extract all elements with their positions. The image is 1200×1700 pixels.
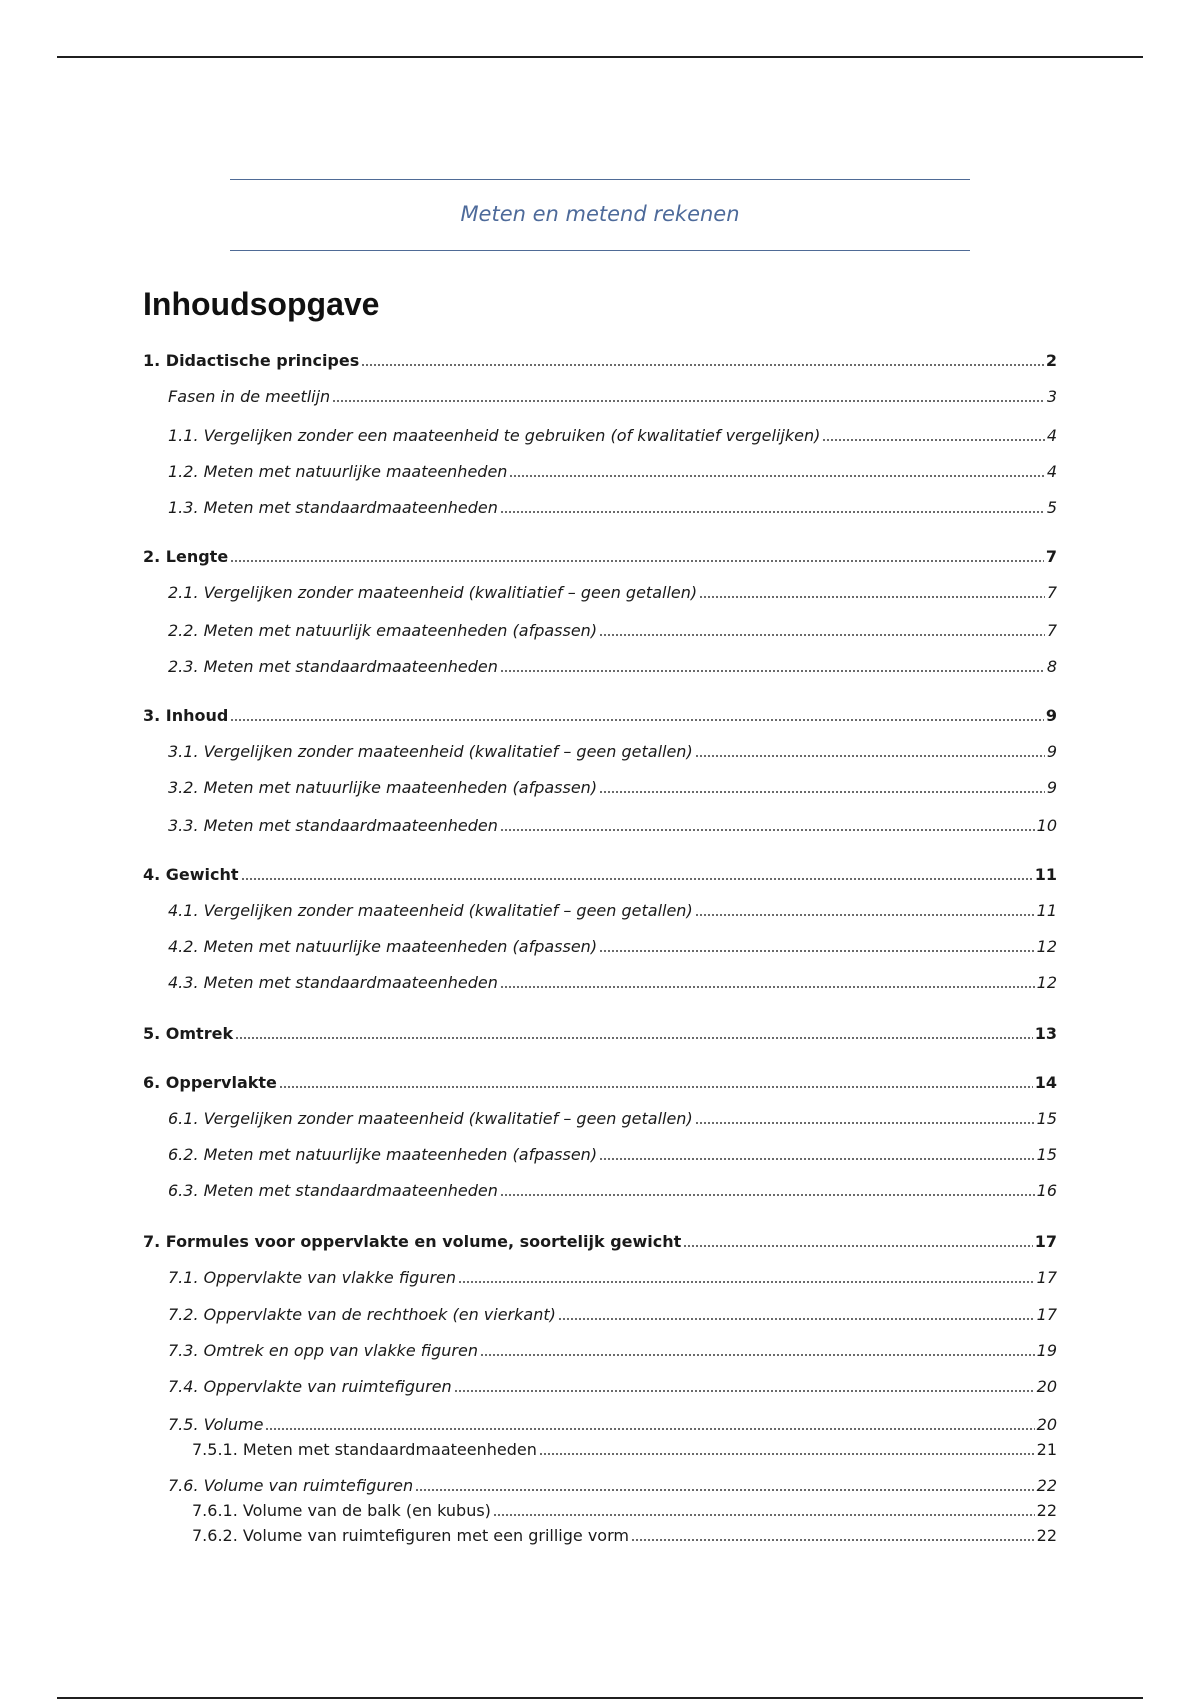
dot-leader (458, 1280, 1035, 1284)
toc-entry[interactable] (143, 1023, 1057, 1045)
toc-entry[interactable] (143, 972, 1057, 994)
toc-entry[interactable] (143, 1340, 1057, 1362)
toc-entry-page: 20 (1036, 1377, 1057, 1396)
toc-entry-label: 7.6. Volume van ruimtefiguren (168, 1476, 414, 1495)
dot-leader (539, 1452, 1035, 1456)
title-bottom-line (230, 250, 970, 251)
toc-entry-page: 11 (1036, 901, 1057, 920)
toc-entry[interactable] (143, 546, 1057, 568)
toc-entry-label: 7.1. Oppervlakte van vlakke figuren (168, 1268, 457, 1287)
toc-entry-label: 5. Omtrek (143, 1024, 234, 1043)
toc-entry[interactable] (143, 386, 1057, 408)
toc-entry-label: 6.1. Vergelijken zonder maateenheid (kwalitatief – geen getallen) (168, 1109, 693, 1128)
dot-leader (415, 1488, 1035, 1492)
toc-entry-page: 5 (1046, 498, 1057, 517)
dot-leader (230, 559, 1044, 563)
toc-entry-label: 4.1. Vergelijken zonder maateenheid (kwalitatief – geen getallen) (168, 901, 693, 920)
toc-entry[interactable] (143, 1180, 1057, 1202)
toc-entry[interactable] (143, 461, 1057, 483)
toc-entry-page: 12 (1036, 937, 1057, 956)
toc-entry[interactable] (143, 864, 1057, 886)
toc-entry-label: 6. Oppervlakte (143, 1073, 277, 1092)
toc-entry-label: 7.6.2. Volume van ruimtefiguren met een grillige vorm (192, 1526, 629, 1545)
toc-entry-label: 3.2. Meten met natuurlijke maateenheden (afpassen) (168, 778, 598, 797)
toc-entry-label: 7.2. Oppervlakte van de rechthoek (en vierkant) (168, 1305, 556, 1324)
dot-leader (599, 633, 1045, 637)
toc-entry-page: 2 (1045, 351, 1057, 370)
dot-leader (558, 1317, 1035, 1321)
toc-entry[interactable] (143, 1108, 1057, 1130)
toc-entry-page: 8 (1046, 657, 1057, 676)
toc-entry-page: 11 (1034, 865, 1057, 884)
dot-leader (599, 790, 1045, 794)
dot-leader (683, 1244, 1032, 1248)
toc-entry-label: 1.3. Meten met standaardmaateenheden (168, 498, 498, 517)
toc-entry-page: 7 (1046, 583, 1057, 602)
toc-entry-label: 4.3. Meten met standaardmaateenheden (168, 973, 498, 992)
toc-entry-label: 7.5.1. Meten met standaardmaateenheden (192, 1440, 537, 1459)
dot-leader (695, 754, 1045, 758)
toc-entry[interactable] (143, 497, 1057, 519)
dot-leader (500, 1193, 1035, 1197)
toc-entry-page: 9 (1046, 742, 1057, 761)
toc-entry-label: 6.2. Meten met natuurlijke maateenheden (afpassen) (168, 1145, 598, 1164)
toc-entry[interactable] (143, 350, 1057, 372)
toc-entry-label: 7.4. Oppervlakte van ruimtefiguren (168, 1377, 452, 1396)
dot-leader (230, 718, 1044, 722)
toc-entry-page: 22 (1036, 1476, 1057, 1495)
toc-entry-page: 22 (1036, 1526, 1057, 1545)
toc-entry[interactable] (143, 1072, 1057, 1094)
dot-leader (822, 438, 1044, 442)
toc-entry[interactable] (143, 582, 1057, 604)
toc-entry-page: 9 (1045, 706, 1057, 725)
title-top-line (230, 179, 970, 180)
toc-entry-page: 22 (1036, 1501, 1057, 1520)
dot-leader (279, 1085, 1033, 1089)
toc-entry-label: 7.3. Omtrek en opp van vlakke figuren (168, 1341, 478, 1360)
footer-rule (57, 1697, 1143, 1699)
toc-entry-label: Fasen in de meetlijn (168, 387, 331, 406)
toc-entry[interactable] (143, 1267, 1057, 1289)
toc-entry-page: 17 (1036, 1305, 1057, 1324)
toc-heading: Inhoudsopgave (143, 286, 380, 322)
toc-entry-page: 14 (1034, 1073, 1057, 1092)
toc-entry[interactable] (143, 936, 1057, 958)
toc-entry-label: 3.3. Meten met standaardmaateenheden (168, 816, 498, 835)
dot-leader (599, 949, 1035, 953)
toc-entry[interactable] (143, 777, 1057, 799)
toc-entry-label: 6.3. Meten met standaardmaateenheden (168, 1181, 498, 1200)
dot-leader (695, 1121, 1035, 1125)
toc-entry[interactable] (143, 1144, 1057, 1166)
toc-entry-page: 16 (1036, 1181, 1057, 1200)
toc-entry-page: 3 (1046, 387, 1057, 406)
dot-leader (241, 877, 1033, 881)
toc-entry[interactable] (143, 1475, 1057, 1497)
dot-leader (599, 1157, 1035, 1161)
toc-entry-page: 9 (1046, 778, 1057, 797)
header-rule (57, 56, 1143, 58)
dot-leader (500, 985, 1035, 989)
toc-entry-label: 1.2. Meten met natuurlijke maateenheden (168, 462, 508, 481)
toc-entry-page: 10 (1036, 816, 1057, 835)
dot-leader (493, 1513, 1035, 1517)
dot-leader (500, 828, 1035, 832)
toc-entry[interactable] (143, 1500, 1057, 1522)
toc-entry-page: 17 (1034, 1232, 1057, 1251)
dot-leader (332, 399, 1045, 403)
toc-entry-page: 21 (1036, 1440, 1057, 1459)
dot-leader (631, 1538, 1035, 1542)
toc-entry-label: 3.1. Vergelijken zonder maateenheid (kwalitatief – geen getallen) (168, 742, 693, 761)
toc-entry-page: 4 (1046, 462, 1057, 481)
toc-entry[interactable] (143, 1439, 1057, 1461)
dot-leader (695, 913, 1035, 917)
toc-entry[interactable] (143, 656, 1057, 678)
toc-entry-label: 7.5. Volume (168, 1415, 264, 1434)
toc-entry[interactable] (143, 705, 1057, 727)
dot-leader (480, 1353, 1035, 1357)
toc-entry-page: 17 (1036, 1268, 1057, 1287)
dot-leader (454, 1389, 1035, 1393)
toc-entry[interactable] (143, 1414, 1057, 1436)
toc-entry[interactable] (143, 1376, 1057, 1398)
dot-leader (361, 363, 1044, 367)
dot-leader (500, 510, 1045, 514)
toc-entry-label: 2.2. Meten met natuurlijk emaateenheden (afpassen) (168, 621, 598, 640)
toc-entry-page: 7 (1046, 621, 1057, 640)
toc-entry-page: 15 (1036, 1145, 1057, 1164)
toc-entry[interactable] (143, 1231, 1057, 1253)
dot-leader (509, 474, 1044, 478)
toc-entry-page: 13 (1034, 1024, 1057, 1043)
toc-entry-label: 2.3. Meten met standaardmaateenheden (168, 657, 498, 676)
dot-leader (265, 1427, 1034, 1431)
toc-entry[interactable] (143, 1525, 1057, 1547)
toc-entry[interactable] (143, 425, 1057, 447)
toc-entry-page: 19 (1036, 1341, 1057, 1360)
toc-entry-page: 4 (1046, 426, 1057, 445)
toc-entry-label: 2. Lengte (143, 547, 229, 566)
toc-entry-label: 2.1. Vergelijken zonder maateenheid (kwalitiatief – geen getallen) (168, 583, 698, 602)
toc-entry-label: 7. Formules voor oppervlakte en volume, soortelijk gewicht (143, 1232, 682, 1251)
toc-entry-page: 7 (1045, 547, 1057, 566)
toc-entry-page: 20 (1036, 1415, 1057, 1434)
toc-entry-page: 15 (1036, 1109, 1057, 1128)
toc-entry-label: 4. Gewicht (143, 865, 239, 884)
document-title: Meten en metend rekenen (460, 202, 740, 226)
toc-entry-page: 12 (1036, 973, 1057, 992)
toc-entry[interactable] (143, 620, 1057, 642)
toc-entry[interactable] (143, 815, 1057, 837)
toc-entry-label: 1. Didactische principes (143, 351, 360, 370)
toc-entry-label: 3. Inhoud (143, 706, 229, 725)
toc-entry-label: 1.1. Vergelijken zonder een maateenheid te gebruiken (of kwalitatief vergelijken) (168, 426, 821, 445)
toc-entry[interactable] (143, 1304, 1057, 1326)
toc-entry[interactable] (143, 900, 1057, 922)
dot-leader (699, 595, 1045, 599)
toc-entry[interactable] (143, 741, 1057, 763)
dot-leader (235, 1036, 1033, 1040)
dot-leader (500, 669, 1045, 673)
toc-entry-label: 4.2. Meten met natuurlijke maateenheden (afpassen) (168, 937, 598, 956)
toc-entry-label: 7.6.1. Volume van de balk (en kubus) (192, 1501, 491, 1520)
